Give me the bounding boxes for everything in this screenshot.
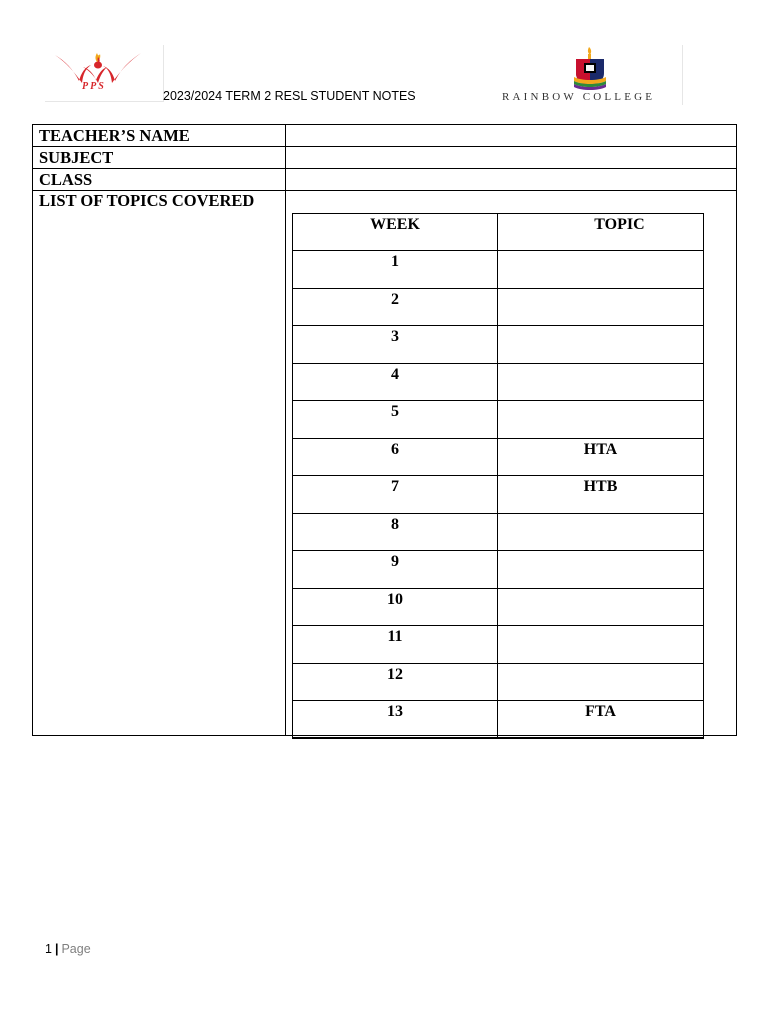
table-row <box>293 663 704 701</box>
topic-cell[interactable] <box>498 513 704 551</box>
table-row <box>293 551 704 589</box>
weeks-topics-table <box>292 213 704 739</box>
topic-cell[interactable] <box>498 401 704 439</box>
topic-cell[interactable] <box>498 326 704 364</box>
teacher-name-field[interactable] <box>287 125 735 145</box>
table-row <box>293 476 704 514</box>
week-cell: 7 <box>293 476 498 514</box>
week-cell: 9 <box>293 551 498 589</box>
topics-covered-label: LIST OF TOPICS COVERED <box>39 191 255 210</box>
teacher-name-label: TEACHER’S NAME <box>39 126 190 145</box>
week-cell: 4 <box>293 363 498 401</box>
topic-cell[interactable]: HTB <box>498 476 704 514</box>
week-cell: 10 <box>293 588 498 626</box>
topic-cell[interactable] <box>498 626 704 664</box>
table-row <box>293 288 704 326</box>
topic-cell[interactable] <box>498 288 704 326</box>
table-row <box>293 626 704 664</box>
page-number: 1 <box>45 942 52 956</box>
week-cell: 2 <box>293 288 498 326</box>
class-label: CLASS <box>39 170 93 189</box>
week-cell: 1 <box>293 251 498 289</box>
week-column-header: WEEK <box>293 214 498 251</box>
week-cell: 13 <box>293 701 498 739</box>
table-row <box>293 513 704 551</box>
week-cell: 11 <box>293 626 498 664</box>
table-row <box>293 363 704 401</box>
footer-separator: | <box>54 942 59 956</box>
crest-icon <box>572 47 608 91</box>
week-cell: 5 <box>293 401 498 439</box>
rainbow-college-text: RAINBOW COLLEGE <box>502 91 656 103</box>
pps-logo <box>45 45 164 102</box>
topic-cell[interactable] <box>498 551 704 589</box>
subject-field[interactable] <box>287 147 735 167</box>
topic-cell[interactable]: HTA <box>498 438 704 476</box>
table-header-row <box>293 214 704 251</box>
topic-column-header: TOPIC <box>498 214 704 251</box>
rainbow-college-logo <box>500 45 683 105</box>
week-cell: 12 <box>293 663 498 701</box>
topic-cell[interactable] <box>498 663 704 701</box>
topic-cell[interactable] <box>498 588 704 626</box>
topic-cell[interactable] <box>498 363 704 401</box>
table-row <box>293 326 704 364</box>
form-column-divider <box>285 125 286 736</box>
topic-cell[interactable]: FTA <box>498 701 704 739</box>
page-footer <box>45 942 91 956</box>
table-row <box>293 401 704 439</box>
table-row <box>293 251 704 289</box>
table-row <box>293 701 704 739</box>
table-row <box>293 588 704 626</box>
week-cell: 8 <box>293 513 498 551</box>
week-cell: 3 <box>293 326 498 364</box>
class-field[interactable] <box>287 169 735 189</box>
pps-logo-text: PPS <box>82 81 106 92</box>
subject-label: SUBJECT <box>39 148 114 167</box>
table-row <box>293 438 704 476</box>
document-title: 2023/2024 TERM 2 RESL STUDENT NOTES <box>163 89 416 103</box>
topic-cell[interactable] <box>498 251 704 289</box>
week-cell: 6 <box>293 438 498 476</box>
page-word: Page <box>61 942 91 956</box>
